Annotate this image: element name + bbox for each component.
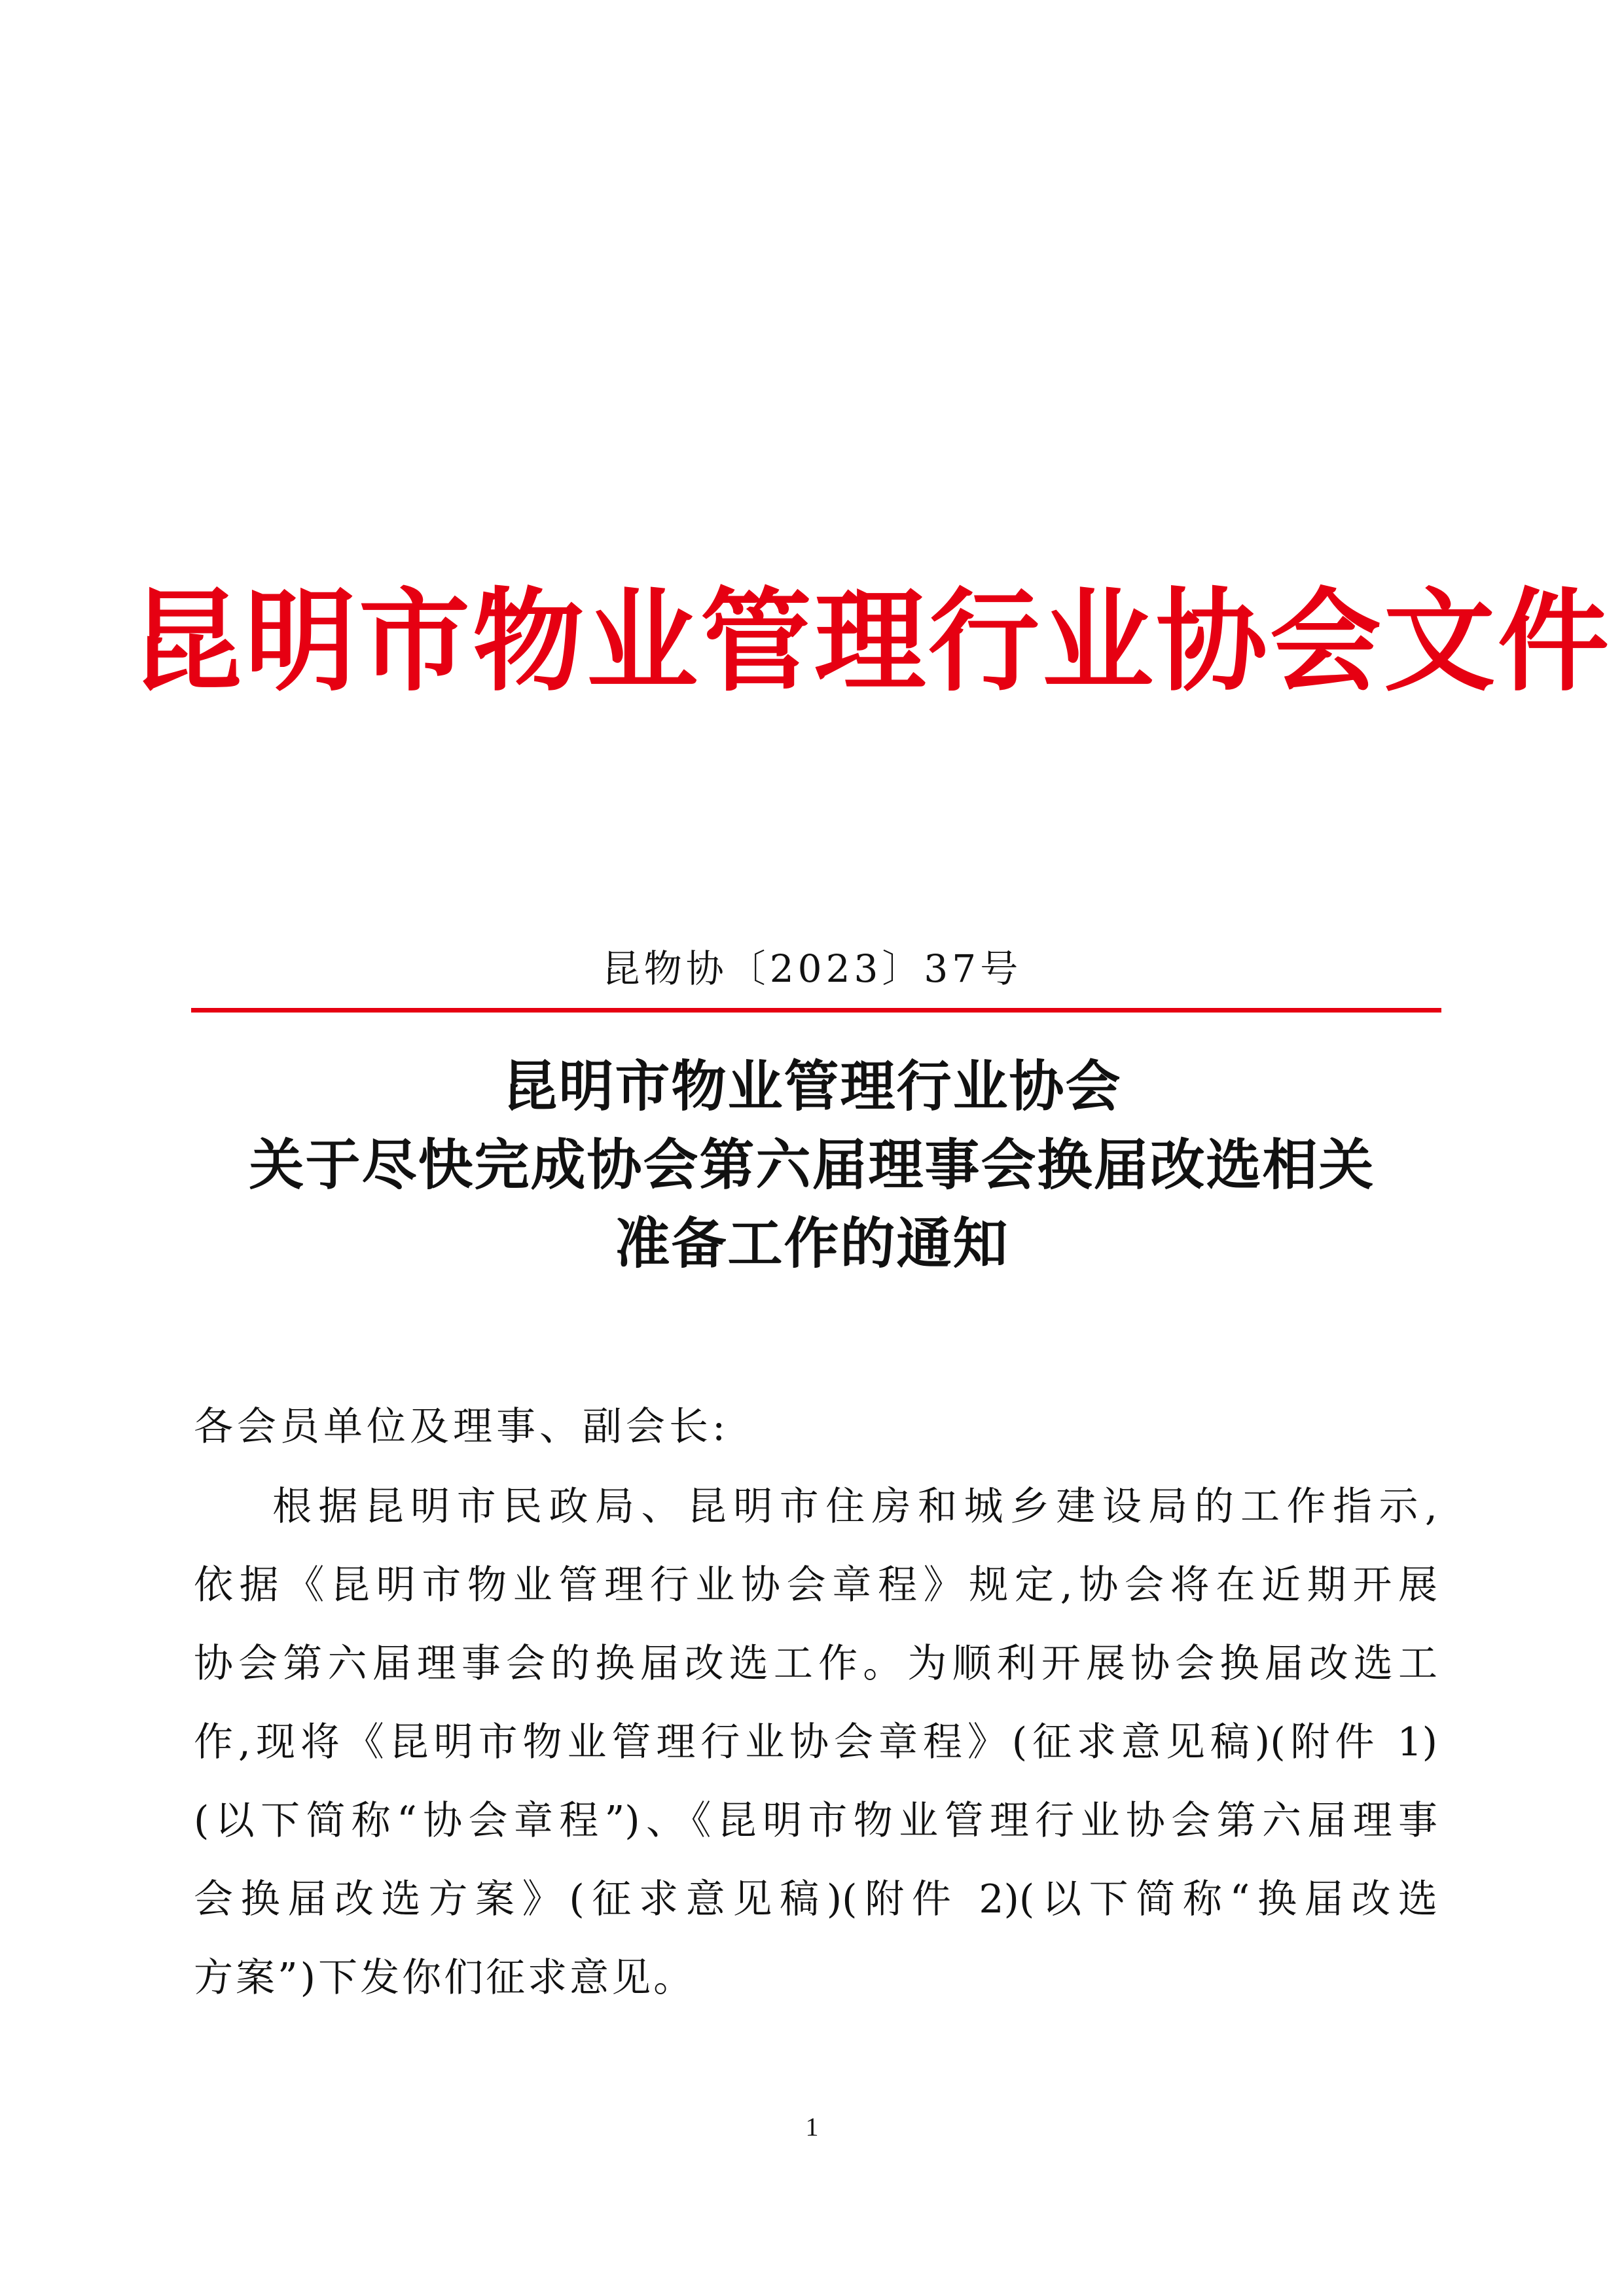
salutation: 各会员单位及理事、副会长: xyxy=(194,1404,730,1450)
body-line-5: (以下简称“协会章程”)、《昆明市物业管理行业协会第六届理事 xyxy=(194,1798,1437,1844)
body-line-7: 方案”)下发你们征求意见。 xyxy=(194,1955,696,2001)
body-line-2: 依据《昆明市物业管理行业协会章程》规定,协会将在近期开展 xyxy=(194,1562,1437,1608)
red-divider-line xyxy=(191,1008,1441,1013)
body-line-1: 根据昆明市民政局、昆明市住房和城乡建设局的工作指示, xyxy=(272,1484,1437,1530)
notice-title xyxy=(131,1047,1493,1283)
document-number: 昆物协〔2023〕37号 xyxy=(602,946,1022,991)
page-number: 1 xyxy=(805,2112,819,2142)
body-line-3: 协会第六届理事会的换届改选工作。为顺利开展协会换届改选工 xyxy=(194,1641,1437,1687)
notice-title-line-2: 关于尽快完成协会第六届理事会换届改选相关 xyxy=(249,1132,1375,1197)
body-line-4: 作,现将《昆明市物业管理行业协会章程》(征求意见稿)(附件 1) xyxy=(194,1719,1437,1765)
masthead-title: 昆明市物业管理行业协会文件 xyxy=(131,576,1612,707)
notice-title-line-3: 准备工作的通知 xyxy=(615,1211,1009,1276)
notice-title-line-1: 昆明市物业管理行业协会 xyxy=(502,1054,1122,1119)
body-line-6: 会换届改选方案》(征求意见稿)(附件 2)(以下简称“换届改选 xyxy=(194,1876,1437,1922)
